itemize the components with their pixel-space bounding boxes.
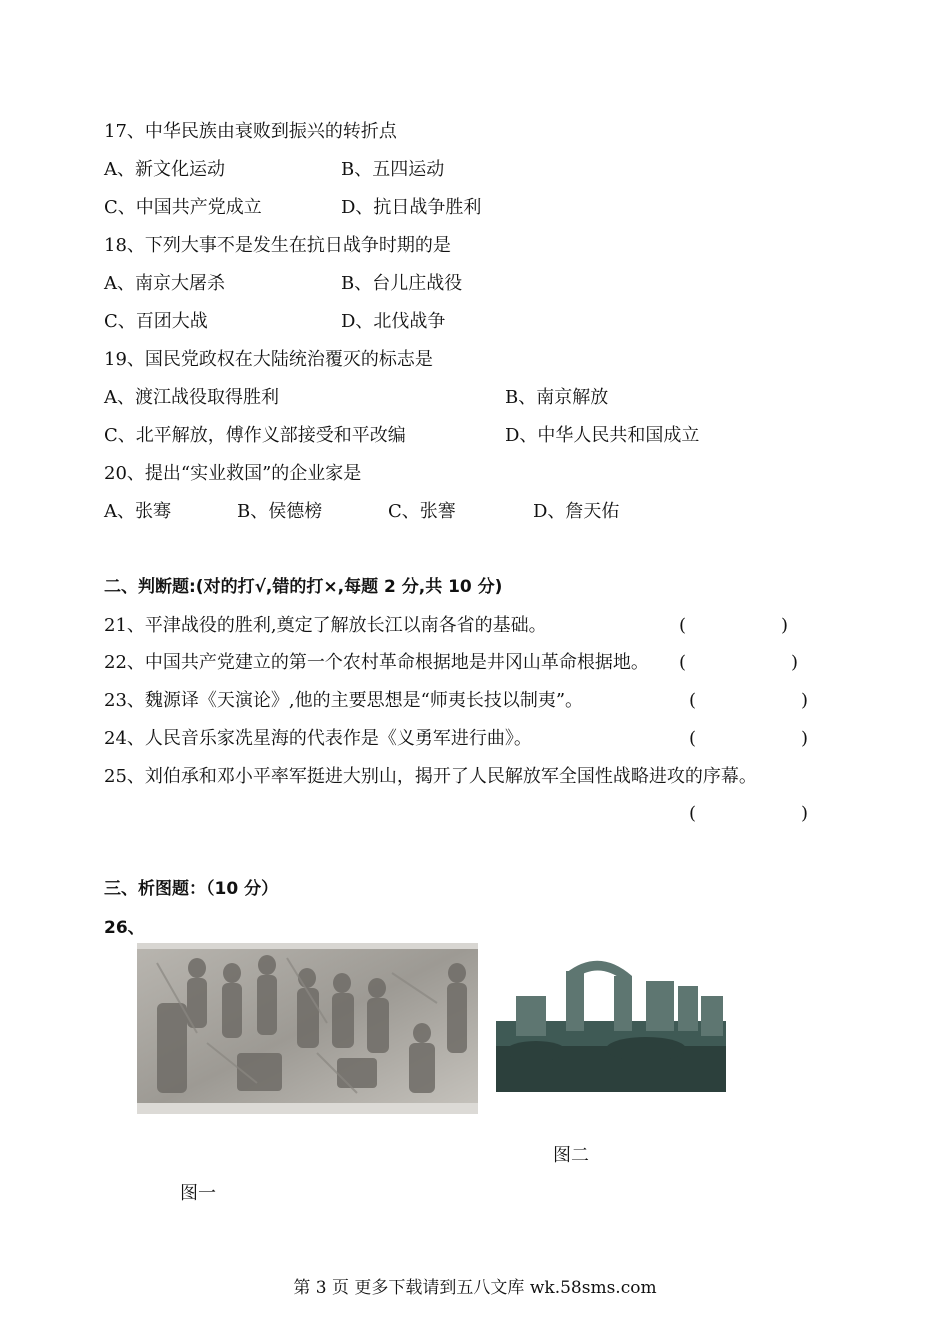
q23-paren-open: ( <box>689 690 697 711</box>
q24-paren-open: ( <box>689 728 697 749</box>
q20-option-a: A、张骞 <box>104 501 171 522</box>
q18-option-d: D、北伐战争 <box>341 311 446 332</box>
q21-text: 21、平津战役的胜利,奠定了解放长江以南各省的基础。 <box>104 615 547 636</box>
q24-paren-close: ) <box>801 728 809 749</box>
q18-option-a: A、南京大屠杀 <box>104 273 225 294</box>
q18-option-b: B、台儿庄战役 <box>341 273 463 294</box>
q23-text: 23、魏源译《天演论》,他的主要思想是“师夷长技以制夷”。 <box>104 690 584 711</box>
figure-one-relief-image <box>137 943 478 1114</box>
q19-option-b: B、南京解放 <box>505 387 609 408</box>
q22-paren-open: ( <box>679 652 687 673</box>
q21-paren-close: ) <box>781 615 789 636</box>
q22-text: 22、中国共产党建立的第一个农村革命根据地是井冈山革命根据地。 <box>104 652 649 673</box>
q22-paren-close: ) <box>791 652 799 673</box>
q20-option-b: B、侯德榜 <box>237 501 323 522</box>
q26-number: 26、 <box>104 918 145 938</box>
q17-option-c: C、中国共产党成立 <box>104 197 262 218</box>
q19-option-d: D、中华人民共和国成立 <box>505 425 700 446</box>
q21-paren-open: ( <box>679 615 687 636</box>
q17-option-d: D、抗日战争胜利 <box>341 197 482 218</box>
figure-one-caption: 图一 <box>180 1183 216 1204</box>
q24-text: 24、人民音乐家冼星海的代表作是《义勇军进行曲》。 <box>104 728 532 749</box>
q17-stem: 17、中华民族由衰败到振兴的转折点 <box>104 121 397 142</box>
q20-option-c: C、张謇 <box>388 501 456 522</box>
q19-option-a: A、渡江战役取得胜利 <box>104 387 279 408</box>
q18-option-c: C、百团大战 <box>104 311 208 332</box>
q20-option-d: D、詹天佑 <box>533 501 620 522</box>
section2-title: 二、判断题:(对的打√,错的打×,每题 2 分,共 10 分) <box>104 577 503 597</box>
section3-title: 三、析图题：（10 分） <box>104 879 279 899</box>
q23-paren-close: ) <box>801 690 809 711</box>
q19-stem: 19、国民党政权在大陆统治覆灭的标志是 <box>104 349 433 370</box>
q25-paren-close: ) <box>801 803 809 824</box>
figure-two-ruins-image <box>496 951 726 1092</box>
figure-two-caption: 图二 <box>553 1145 589 1166</box>
q17-option-a: A、新文化运动 <box>104 159 225 180</box>
q19-option-c: C、北平解放，傅作义部接受和平改编 <box>104 425 406 446</box>
q25-text: 25、刘伯承和邓小平率军挺进大别山，揭开了人民解放军全国性战略进攻的序幕。 <box>104 766 757 787</box>
q18-stem: 18、下列大事不是发生在抗日战争时期的是 <box>104 235 451 256</box>
page-footer: 第 3 页 更多下载请到五八文库 wk.58sms.com <box>293 1278 657 1298</box>
q17-option-b: B、五四运动 <box>341 159 445 180</box>
q25-paren-open: ( <box>689 803 697 824</box>
q20-stem: 20、提出“实业救国”的企业家是 <box>104 463 362 484</box>
